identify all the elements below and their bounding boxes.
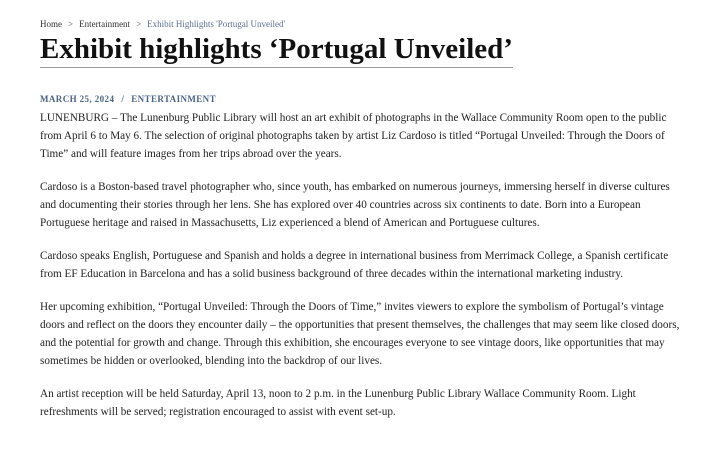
meta-separator: / <box>121 94 125 104</box>
article-paragraph: Cardoso speaks English, Portuguese and Spanish and holds a degree in international business from Merrimack College, a Spanish certificate from EF Education in Barcelona and has a solid business background of three decades within the international marketing industry. <box>40 250 669 280</box>
breadcrumb-separator-icon: > <box>136 19 142 29</box>
breadcrumb-section-link[interactable]: Entertainment <box>79 19 131 29</box>
article-body <box>40 109 688 421</box>
page-title: Exhibit highlights ‘Portugal Unveiled’ <box>40 33 513 65</box>
article-date: MARCH 25, 2024 <box>40 94 115 104</box>
breadcrumb-separator-icon: > <box>68 19 74 29</box>
article-paragraph: An artist reception will be held Saturday, April 13, noon to 2 p.m. in the Lunenburg Public Library Wallace Community Room. Light refreshments will be served; registration encouraged to assist with event set-up. <box>40 388 636 418</box>
article-paragraph: LUNENBURG – The Lunenburg Public Library will host an art exhibit of photographs in the Wallace Community Room open to the public from April 6 to May 6. The selection of original photographs taken by artist Liz Cardoso is titled “Portugal Unveiled: Through the Doors of Time” and will feature images from her trips abroad over the years. <box>40 112 667 160</box>
article-category-link[interactable]: ENTERTAINMENT <box>131 94 216 104</box>
breadcrumb <box>40 18 688 30</box>
breadcrumb-current: Exhibit Highlights 'Portugal Unveiled' <box>147 19 286 29</box>
article-paragraph: Her upcoming exhibition, “Portugal Unveiled: Through the Doors of Time,” invites viewers to explore the symbolism of Portugal’s vintage doors and reflect on the doors they encounter daily – the opportunities that present themselves, the challenges that may seem like closed doors, and the potential for growth and change. Through this exhibition, she encourages everyone to see vintage doors, like opportunities that may sometimes be hidden or overlooked, blending into the backdrop of our lives. <box>40 301 680 367</box>
page-title-wrapper <box>40 33 513 68</box>
breadcrumb-home-link[interactable]: Home <box>40 19 62 29</box>
article-paragraph: Cardoso is a Boston-based travel photographer who, since youth, has embarked on numerous journeys, immersing herself in diverse cultures and documenting their stories through her lens. She has explored over 40 countries across six continents to date. Born into a European Portuguese heritage and raised in Massachusetts, Liz experienced a blend of American and Portuguese cultures. <box>40 181 670 229</box>
article-meta <box>40 93 688 105</box>
